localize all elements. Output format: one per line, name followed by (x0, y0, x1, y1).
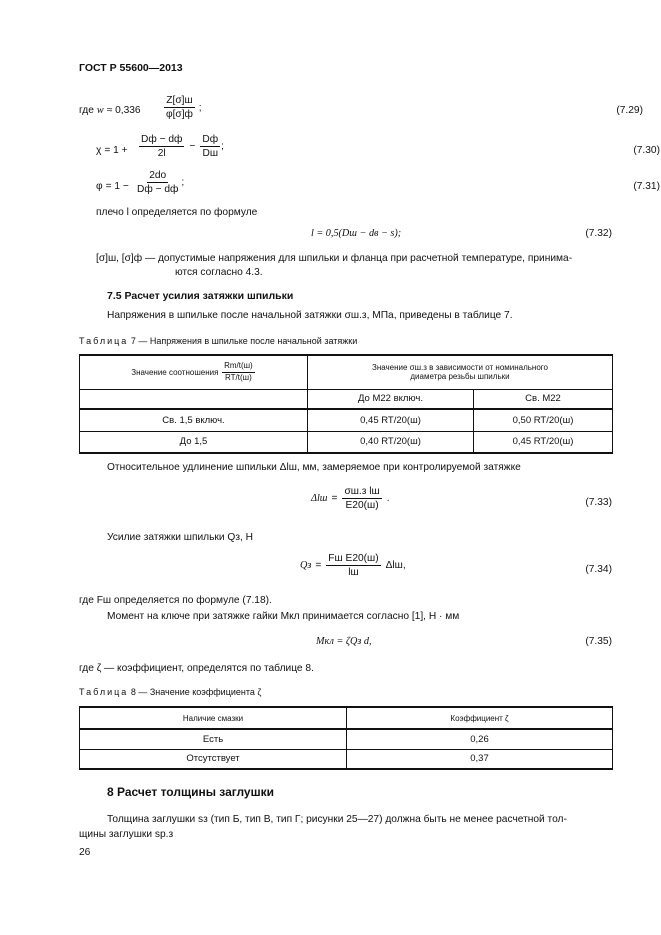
formula-lhs: w (96, 105, 104, 116)
table7-subhead-2: Св. М22 (474, 389, 613, 409)
fraction (342, 486, 381, 511)
table8-head-2: Коэффициент ζ (347, 707, 613, 729)
allowed-stress-line-1: [σ]ш, [σ]ф — допустимые напряжения для шпильки и фланца при расчетной температуре, принима- (96, 253, 573, 264)
row-value: 0,50 RT/20(ш) (474, 409, 613, 431)
fraction-numerator: Dф − dф (139, 134, 184, 147)
page-number: 26 (79, 847, 91, 858)
section8-text-1: Толщина заглушки sз (тип Б, тип В, тип Г; рисунки 25—27) должна быть не менее расчетной тол- (107, 814, 567, 825)
fraction-denominator: Dф − dф (137, 184, 179, 196)
row-value: 0,37 (347, 749, 613, 769)
formula-7-30 (96, 134, 660, 166)
row-value: 0,40 RT/20(ш) (308, 431, 474, 453)
fraction-numerator: Fш E20(ш) (326, 553, 380, 566)
force-text: Усилие затяжки шпильки Qз, Н (107, 532, 254, 543)
head-right-line-2: диаметра резьбы шпильки (410, 372, 510, 382)
fraction-denominator: lш (348, 567, 359, 579)
zeta-text: где ζ — коэффициент, определятся по таблице 8. (79, 663, 314, 674)
caption-label: Таблица (79, 336, 129, 346)
row-label: Есть (80, 729, 347, 749)
formula-7-29 (79, 95, 643, 127)
where-text: где Fш определяется по формуле (7.18). (79, 595, 272, 606)
fraction (139, 134, 184, 159)
formula-lhs: χ (96, 145, 102, 156)
fraction-numerator: Dф (200, 134, 220, 147)
caption-label: Таблица (79, 687, 129, 697)
formula-lhs: φ (96, 181, 103, 192)
fraction-denominator: Dш (202, 148, 218, 160)
formula-lead: где (79, 105, 94, 116)
table-row (80, 749, 613, 769)
table8-caption (79, 687, 261, 697)
table8-head-1: Наличие смазки (80, 707, 347, 729)
formula-number: (7.31) (633, 181, 660, 192)
table-7 (79, 354, 613, 454)
fraction-denominator: φ[σ]ф (166, 109, 193, 121)
head-left-label: Значение соотношения (131, 367, 219, 377)
table-row (80, 409, 613, 431)
formula-7-33 (311, 486, 390, 511)
table7-caption (79, 336, 357, 346)
fraction-numerator: Z[σ]ш (164, 95, 194, 108)
formula-eq: = 1 + (104, 145, 128, 156)
row-value: 0,45 RT/20(ш) (308, 409, 474, 431)
fraction (200, 134, 220, 159)
fraction-numerator: σш.з lш (342, 486, 381, 499)
row-label: До 1,5 (80, 431, 308, 453)
fraction-denominator: 2l (157, 148, 166, 160)
formula-number: (7.34) (585, 564, 612, 575)
table-row (80, 729, 613, 749)
table7-empty-cell (80, 389, 308, 409)
fraction-denominator: E20(ш) (345, 500, 379, 512)
document-header: ГОСТ Р 55600—2013 (79, 62, 183, 74)
formula-lhs: Δlш (311, 493, 328, 505)
fraction (135, 170, 180, 195)
formula-lhs: Qз (300, 560, 312, 572)
elongation-text: Относительное удлинение шпильки Δlш, мм, замеряемое при контролируемой затяжке (107, 462, 521, 473)
section-title-8: 8 Расчет толщины заглушки (107, 785, 274, 799)
head-ratio (222, 362, 255, 383)
row-value: 0,26 (347, 729, 613, 749)
arm-text: плечо l определяется по формуле (96, 207, 258, 218)
section-title-7-5: 7.5 Расчет усилия затяжки шпильки (107, 290, 294, 302)
head-right-line-1: Значение σш.з в зависимости от номинального (371, 363, 548, 373)
table7-subhead-1: До М22 включ. (308, 389, 474, 409)
formula-7-34 (300, 553, 406, 578)
section-intro: Напряжения в шпильке после начальной затяжки σш.з, МПа, приведены в таблице 7. (107, 310, 513, 321)
formula-7-35: Мкл = ζQз d, (316, 636, 372, 647)
formula-minus: − (189, 141, 196, 153)
formula-eq: = (315, 560, 322, 572)
formula-eq: = (331, 493, 338, 505)
formula-number: (7.35) (585, 636, 612, 647)
moment-text: Момент на ключе при затяжке гайки Мкл принимается согласно [1], Н · мм (107, 611, 460, 622)
allowed-stress-line-2: ются согласно 4.3. (175, 267, 263, 278)
formula-eq: = 1 − (105, 181, 129, 192)
formula-7-32: l = 0,5(Dш − dв − s); (311, 228, 402, 239)
ratio-numerator: Rm/t(ш) (222, 362, 255, 373)
section8-text-2: щины заглушки sр.з (79, 829, 174, 840)
formula-number: (7.33) (585, 497, 612, 508)
ratio-denominator: RT/t(ш) (225, 372, 252, 382)
fraction (164, 95, 195, 120)
caption-text: 7 — Напряжения в шпильке после начальной затяжки (130, 336, 358, 346)
formula-tail: ; (198, 102, 202, 114)
row-label: Св. 1,5 включ. (80, 409, 308, 431)
formula-tail: Δlш, (385, 560, 406, 572)
caption-text: 8 — Значение коэффициента ζ (130, 687, 262, 697)
formula-tail: . (386, 493, 390, 505)
formula-number: (7.29) (616, 105, 643, 116)
formula-eq: ≈ 0,336 (106, 105, 141, 116)
formula-number: (7.32) (585, 228, 612, 239)
row-value: 0,45 RT/20(ш) (474, 431, 613, 453)
table-8 (79, 706, 613, 770)
formula-7-31 (96, 170, 660, 202)
table7-head-left (80, 355, 308, 389)
formula-number: (7.30) (633, 145, 660, 156)
table-row (80, 431, 613, 453)
fraction (326, 553, 380, 578)
row-label: Отсутствует (80, 749, 347, 769)
formula-tail: ; (181, 177, 185, 189)
table7-head-right (308, 355, 613, 389)
fraction-numerator: 2dо (147, 170, 168, 183)
formula-tail: ; (221, 141, 224, 153)
